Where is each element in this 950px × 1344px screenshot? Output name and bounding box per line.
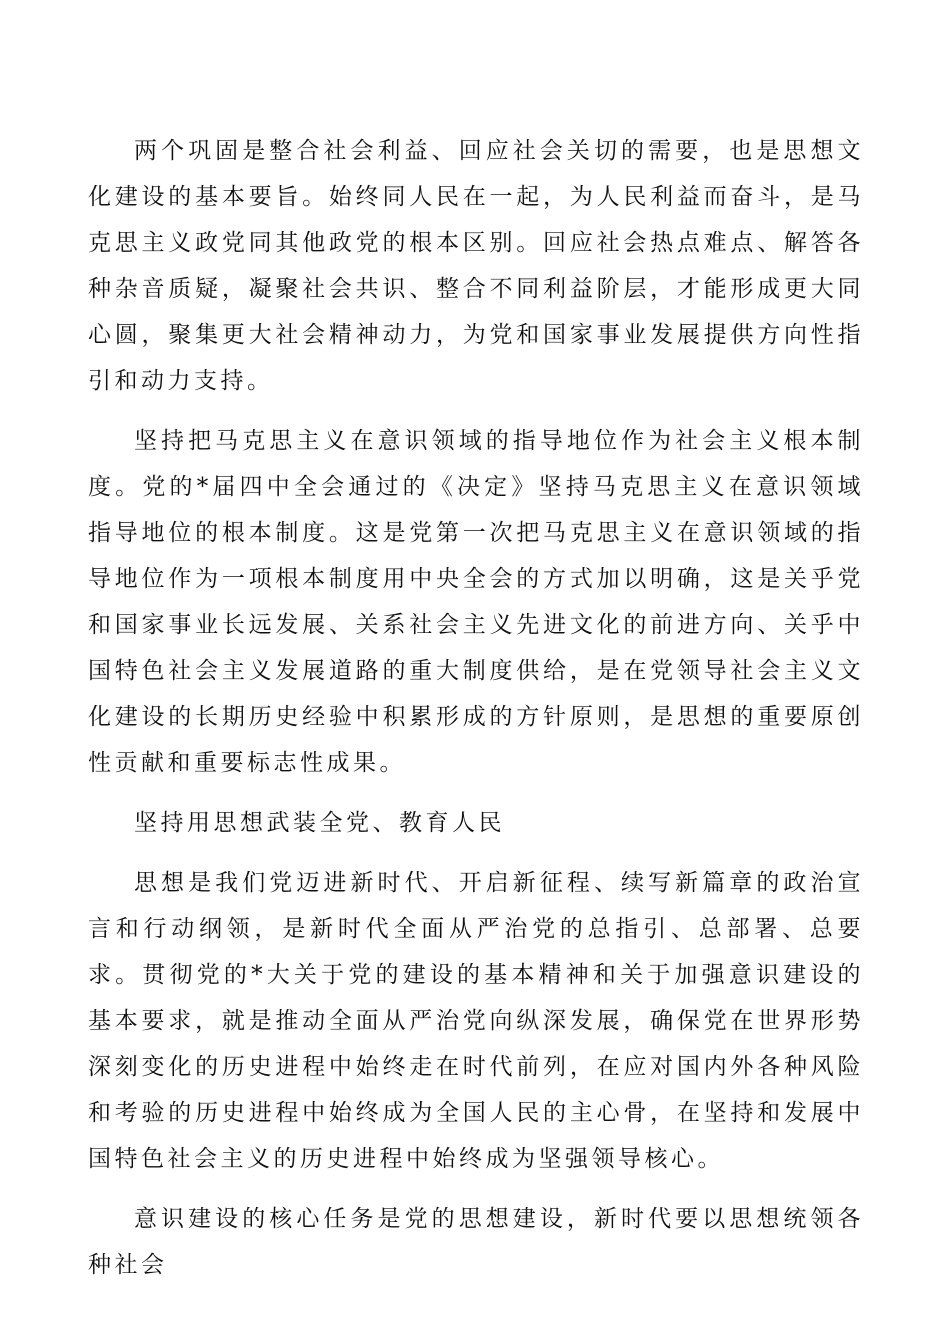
document-body bbox=[88, 128, 864, 1288]
paragraph-fundamental-system: 坚持把马克思主义在意识领域的指导地位作为社会主义根本制度。党的*届四中全会通过的《决定》坚持马克思主义在意识领域指导地位的根本制度。这是党第一次把马克思主义在意识领域的指导地位作为一项根本制度用中央全会的方式加以明确，这是关乎党和国家事业长远发展、关系社会主义先进文化的前进方向、关乎中国特色社会主义发展道路的重大制度供给，是在党领导社会主义文化建设的长期历史经验中积累形成的方针原则，是思想的重要原创性贡献和重要标志性成果。 bbox=[88, 428, 864, 776]
paragraph-core-task: 意识建设的核心任务是党的思想建设，新时代要以思想统领各种社会 bbox=[88, 1206, 864, 1278]
paragraph-consolidation: 两个巩固是整合社会利益、回应社会关切的需要，也是思想文化建设的基本要旨。始终同人民在一起，为人民利益而奋斗，是马克思主义政党同其他政党的根本区别。回应社会热点难点、解答各种杂音质疑，凝聚社会共识、整合不同利益阶层，才能形成更大同心圆，聚集更大社会精神动力，为党和国家事业发展提供方向性指引和动力支持。 bbox=[88, 138, 864, 394]
paragraph-new-era-thought: 思想是我们党迈进新时代、开启新征程、续写新篇章的政治宣言和行动纲领，是新时代全面从严治党的总指引、总部署、总要求。贯彻党的*大关于党的建设的基本精神和关于加强意识建设的基本要求，就是推动全面从严治党向纵深发展，确保党在世界形势深刻变化的历史进程中始终走在时代前列，在应对国内外各种风险和考验的历史进程中始终成为全国人民的主心骨，在坚持和发展中国特色社会主义的历史进程中始终成为坚强领导核心。 bbox=[88, 870, 864, 1172]
section-heading: 坚持用思想武装全党、教育人民 bbox=[134, 810, 505, 836]
